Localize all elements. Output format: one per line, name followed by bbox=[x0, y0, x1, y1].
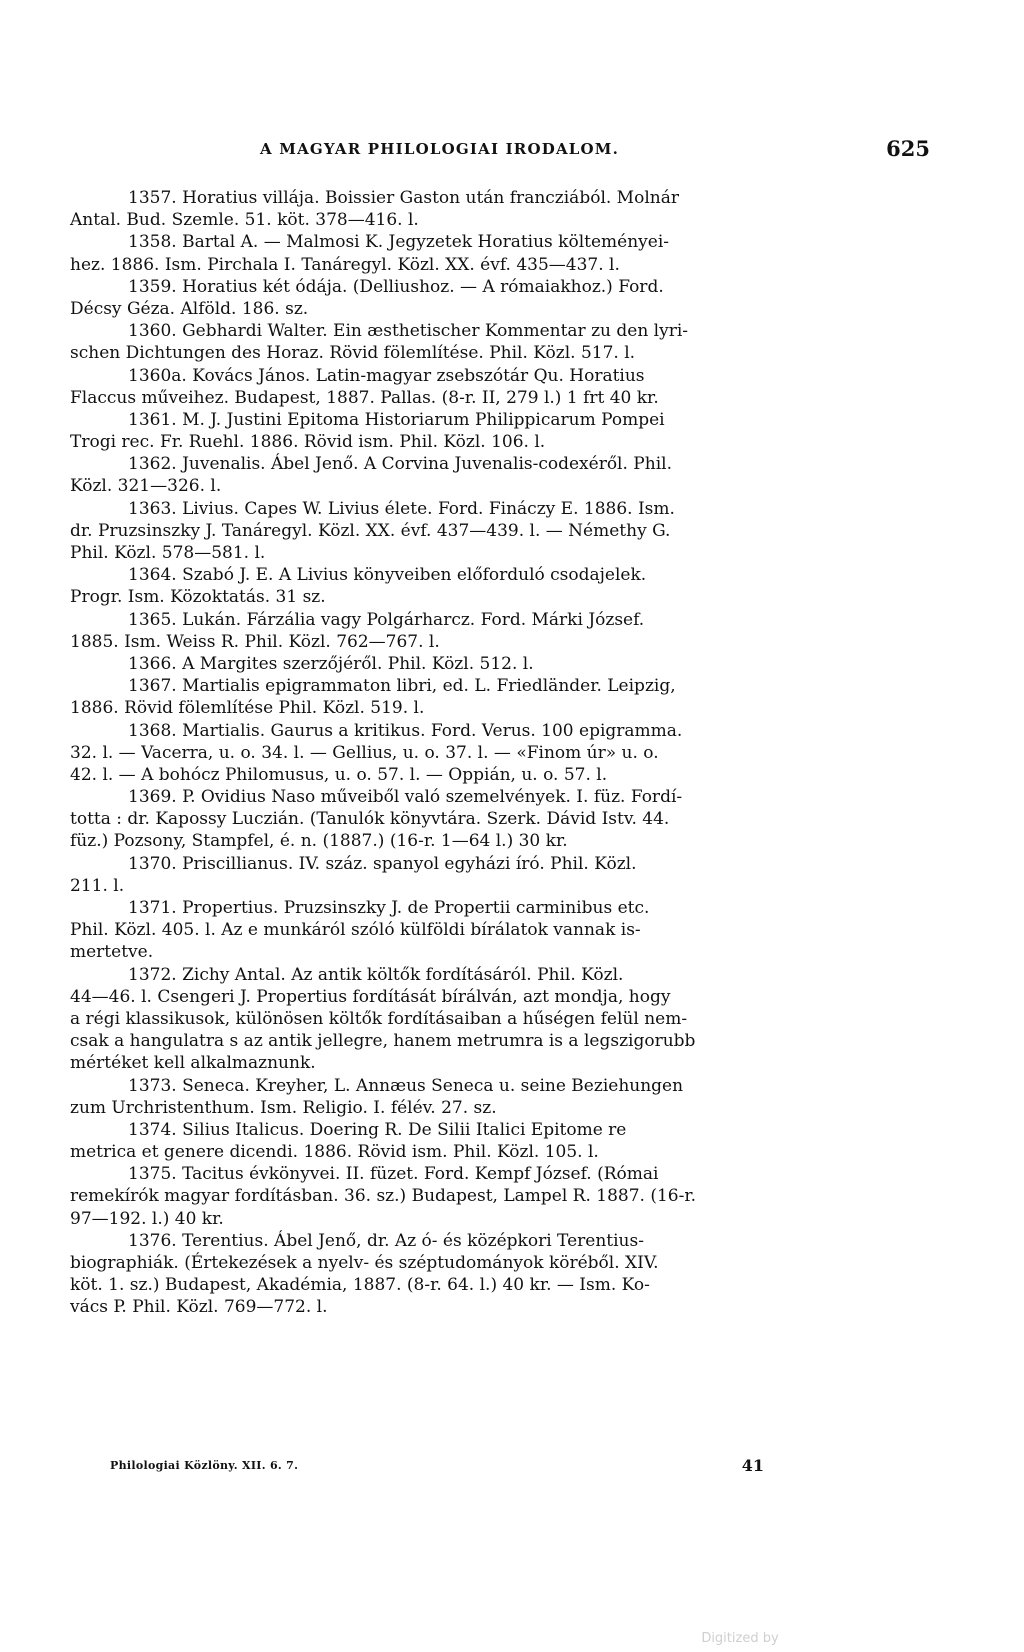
text-line: 1358. Bartal A. — Malmosi K. Jegyzetek Horatius költeményei- bbox=[128, 232, 670, 253]
text-line: 1367. Martialis epigrammaton libri, ed. L. Friedländer. Leipzig, bbox=[128, 676, 676, 697]
text-line: 1366. A Margites szerzőjéről. Phil. Közl. 512. l. bbox=[128, 653, 534, 674]
text-line: 1359. Horatius két ódája. (Delliushoz. — A rómaiakhoz.) Ford. bbox=[128, 276, 664, 297]
text-line: a régi klassikusok, különösen költők fordításaiban a hűségen felül nem- bbox=[70, 1008, 688, 1029]
text-line: biographiák. (Értekezések a nyelv- és széptudományok köréből. XIV. bbox=[70, 1253, 659, 1273]
text-line: remekírók magyar fordításban. 36. sz.) Budapest, Lampel R. 1887. (16-r. bbox=[70, 1186, 697, 1207]
text-line: 44—46. l. Csengeri J. Propertius fordítását bírálván, azt mondja, hogy bbox=[70, 986, 671, 1007]
text-line: köt. 1. sz.) Budapest, Akadémia, 1887. (8-r. 64. l.) 40 kr. — Ism. Ko- bbox=[70, 1275, 650, 1296]
text-line: Phil. Közl. 578—581. l. bbox=[70, 543, 266, 563]
text-line: 1364. Szabó J. E. A Livius könyveiben előforduló csodajelek. bbox=[128, 565, 647, 586]
text-line: Antal. Bud. Szemle. 51. köt. 378—416. l. bbox=[70, 210, 419, 231]
text-line: schen Dichtungen des Horaz. Rövid fölemlítése. Phil. Közl. 517. l. bbox=[70, 343, 636, 364]
text-line: mértéket kell alkalmaznunk. bbox=[70, 1053, 316, 1074]
text-line: Phil. Közl. 405. l. Az e munkáról szóló külföldi bírálatok vannak is- bbox=[70, 920, 641, 941]
text-line: dr. Pruzsinszky J. Tanáregyl. Közl. XX. évf. 437—439. l. — Némethy G. bbox=[70, 520, 671, 541]
bibliography-text bbox=[70, 187, 916, 1319]
text-line: 1360a. Kovács János. Latin-magyar zsebszótár Qu. Horatius bbox=[128, 365, 645, 386]
text-line: totta : dr. Kapossy Luczián. (Tanulók könyvtára. Szerk. Dávid Istv. 44. bbox=[70, 809, 670, 830]
text-line: hez. 1886. Ism. Pirchala I. Tanáregyl. Közl. XX. évf. 435—437. l. bbox=[70, 254, 620, 275]
text-line: Trogi rec. Fr. Ruehl. 1886. Rövid ism. Phil. Közl. 106. l. bbox=[70, 432, 546, 453]
text-line: Közl. 321—326. l. bbox=[70, 476, 222, 497]
text-line: vács P. Phil. Közl. 769—772. l. bbox=[70, 1297, 328, 1318]
text-line: 97—192. l.) 40 kr. bbox=[70, 1208, 224, 1229]
page-header bbox=[70, 136, 930, 166]
text-line: 42. l. — A bohócz Philomusus, u. o. 57. l. — Oppián, u. o. 57. l. bbox=[70, 764, 608, 785]
text-line: 32. l. — Vacerra, u. o. 34. l. — Gellius, u. o. 37. l. — «Finom úr» u. o. bbox=[70, 742, 659, 763]
text-line: 1372. Zichy Antal. Az antik költők fordításáról. Phil. Közl. bbox=[128, 964, 624, 985]
text-line: csak a hangulatra s az antik jellegre, hanem metrumra is a legszigorubb bbox=[70, 1031, 696, 1052]
text-line: 1361. M. J. Justini Epitoma Historiarum Philippicarum Pompei bbox=[128, 409, 665, 430]
text-line: mertetve. bbox=[70, 942, 154, 963]
page-number: 625 bbox=[886, 136, 930, 161]
text-line: füz.) Pozsony, Stampfel, é. n. (1887.) (16-r. 1—64 l.) 30 kr. bbox=[70, 831, 568, 852]
text-line: 1368. Martialis. Gaurus a kritikus. Ford. Verus. 100 epigramma. bbox=[128, 720, 683, 741]
page-footer bbox=[110, 1456, 764, 1480]
text-line: 1360. Gebhardi Walter. Ein æsthetischer Kommentar zu den lyri- bbox=[128, 321, 689, 342]
footer-journal: Philologiai Közlöny. XII. 6. 7. bbox=[110, 1459, 299, 1472]
text-line: 1374. Silius Italicus. Doering R. De Silii Italici Epitome re bbox=[128, 1119, 627, 1140]
text-line: 1363. Livius. Capes W. Livius élete. Ford. Fináczy E. 1886. Ism. bbox=[128, 498, 675, 519]
text-line: 1376. Terentius. Ábel Jenő, dr. Az ó- és középkori Terentius- bbox=[128, 1230, 644, 1251]
text-line: zum Urchristenthum. Ism. Religio. I. félév. 27. sz. bbox=[70, 1097, 497, 1118]
text-line: 1370. Priscillianus. IV. száz. spanyol egyházi író. Phil. Közl. bbox=[128, 853, 637, 874]
text-line: 211. l. bbox=[70, 875, 125, 896]
running-title: A MAGYAR PHILOLOGIAI IRODALOM. bbox=[260, 140, 620, 158]
text-line: 1365. Lukán. Fárzália vagy Polgárharcz. Ford. Márki József. bbox=[128, 609, 645, 630]
text-line: metrica et genere dicendi. 1886. Rövid ism. Phil. Közl. 105. l. bbox=[70, 1142, 599, 1163]
text-line: Flaccus műveihez. Budapest, 1887. Pallas. (8-r. II, 279 l.) 1 frt 40 kr. bbox=[70, 387, 659, 408]
digitized-watermark: Digitized by bbox=[701, 1631, 779, 1646]
text-line: 1357. Horatius villája. Boissier Gaston után francziából. Molnár bbox=[128, 188, 679, 208]
text-line: 1362. Juvenalis. Ábel Jenő. A Corvina Juvenalis-codexéről. Phil. bbox=[128, 454, 672, 475]
text-line: 1375. Tacitus évkönyvei. II. füzet. Ford. Kempf József. (Római bbox=[128, 1164, 659, 1185]
text-line: 1886. Rövid fölemlítése Phil. Közl. 519. l. bbox=[70, 698, 425, 719]
text-line: 1885. Ism. Weiss R. Phil. Közl. 762—767. l. bbox=[70, 631, 440, 652]
text-line: 1371. Propertius. Pruzsinszky J. de Propertii carminibus etc. bbox=[128, 898, 650, 918]
text-line: 1373. Seneca. Kreyher, L. Annæus Seneca u. seine Beziehungen bbox=[128, 1075, 684, 1096]
text-line: Progr. Ism. Közoktatás. 31 sz. bbox=[70, 587, 326, 608]
sheet-signature: 41 bbox=[741, 1456, 764, 1475]
text-line: Décsy Géza. Alföld. 186. sz. bbox=[70, 298, 309, 319]
text-line: 1369. P. Ovidius Naso műveiből való szemelvények. I. füz. Fordí- bbox=[128, 787, 683, 808]
